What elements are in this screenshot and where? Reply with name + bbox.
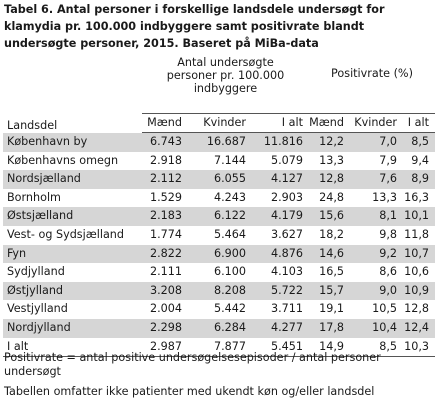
row-label: Sydjylland (7, 265, 65, 279)
cell: 4.277 (252, 319, 309, 338)
cell: 9,2 (350, 245, 403, 264)
title-line-3: undersøgte personer, 2015. Baseret på MiBa-data (4, 37, 319, 50)
cell: 2.112 (142, 170, 188, 189)
header-maend-pos: Mænd (309, 114, 350, 133)
cell: 10,1 (403, 207, 435, 226)
cell: 14,9 (309, 338, 350, 357)
cell: 5.451 (252, 338, 309, 357)
cell: 24,8 (319, 190, 344, 204)
cell: 9,0 (350, 282, 403, 301)
cell: 7.877 (188, 338, 252, 357)
cell: 16.687 (188, 133, 252, 152)
cell: 10,5 (372, 302, 397, 316)
cell: 4.127 (252, 170, 309, 189)
table-row (3, 300, 435, 319)
cell: 8,5 (350, 338, 403, 357)
cell: 7,0 (350, 133, 403, 152)
title-line-2: klamydia pr. 100.000 indbyggere samt positivrate blandt (4, 20, 365, 33)
cell: 3.208 (142, 282, 188, 301)
data-table (3, 53, 435, 357)
footnote-exclusion: Tabellen omfatter ikke patienter med ukendt køn og/eller landsdel (4, 385, 375, 398)
cell: 2.918 (149, 153, 182, 167)
footnote-positivrate: Positivrate = antal positive undersøgelsesepisoder / antal personer undersøgt (4, 351, 381, 378)
table-row (3, 189, 435, 208)
cell: 2.183 (142, 207, 188, 226)
row-label: Bornholm (7, 190, 61, 204)
cell: 5.464 (213, 227, 246, 241)
table-title (4, 1, 438, 52)
header-kvinder-pos: Kvinder (350, 114, 403, 133)
cell: 10,6 (404, 265, 429, 279)
cell: 10,9 (403, 282, 435, 301)
row-label: Nordjylland (3, 319, 142, 338)
header-kvinder-antal: Kvinder (188, 114, 252, 133)
cell: 15,6 (309, 207, 350, 226)
cell: 19,1 (319, 302, 344, 316)
header-antal-line-3: indbyggere (193, 82, 258, 95)
row-label: Østsjælland (3, 207, 142, 226)
cell: 12,8 (309, 170, 350, 189)
row-label: København by (3, 133, 142, 152)
cell: 3.627 (270, 227, 303, 241)
cell: 6.122 (188, 207, 252, 226)
cell: 4.179 (252, 207, 309, 226)
header-landsdel: Landsdel (7, 118, 58, 132)
cell: 14,6 (309, 245, 350, 264)
cell: 16,5 (319, 265, 344, 279)
table-row (3, 319, 435, 338)
cell: 11,8 (404, 227, 429, 241)
cell: 4.103 (270, 265, 303, 279)
cell: 6.743 (142, 133, 188, 152)
cell: 2.298 (142, 319, 188, 338)
header-antal-line-1: Antal undersøgte (177, 56, 274, 69)
cell: 2.111 (149, 265, 182, 279)
cell: 1.774 (149, 227, 182, 241)
cell: 4.876 (252, 245, 309, 264)
header-maend-antal: Mænd (142, 114, 188, 133)
cell: 10,7 (403, 245, 435, 264)
cell: 8,5 (403, 133, 435, 152)
cell: 6.100 (213, 265, 246, 279)
cell: 11.816 (252, 133, 309, 152)
cell: 9,8 (379, 227, 397, 241)
row-label: Nordsjælland (3, 170, 142, 189)
cell: 8,6 (379, 265, 397, 279)
row-label: Østjylland (3, 282, 142, 301)
cell: 8.208 (188, 282, 252, 301)
cell: 10,3 (403, 338, 435, 357)
cell: 2.004 (149, 302, 182, 316)
header-ialt-pos: I alt (403, 114, 435, 133)
cell: 16,3 (404, 190, 429, 204)
title-line-1: Tabel 6. Antal personer i forskellige landsdele undersøgt for (4, 3, 385, 16)
header-antal-line-2: personer pr. 100.000 (166, 69, 285, 82)
cell: 6.284 (188, 319, 252, 338)
table-row (3, 226, 435, 245)
cell: 2.822 (142, 245, 188, 264)
cell: 7,6 (350, 170, 403, 189)
table-row (3, 263, 435, 282)
cell: 10,4 (350, 319, 403, 338)
table-row (3, 170, 435, 189)
header-ialt-antal: I alt (252, 114, 309, 133)
header-group-antal (142, 53, 309, 114)
cell: 13,3 (372, 190, 397, 204)
table-row (3, 133, 435, 152)
cell: 12,8 (404, 302, 429, 316)
cell: 2.987 (142, 338, 188, 357)
cell: 5.722 (252, 282, 309, 301)
row-label: Københavns omegn (7, 153, 119, 167)
table-row (3, 207, 435, 226)
cell: 7.144 (213, 153, 246, 167)
cell: 18,2 (319, 227, 344, 241)
cell: 15,7 (309, 282, 350, 301)
cell: 7,9 (379, 153, 397, 167)
cell: 12,4 (403, 319, 435, 338)
cell: 6.900 (188, 245, 252, 264)
cell: 13,3 (319, 153, 344, 167)
table-row (3, 245, 435, 264)
cell: 2.903 (270, 190, 303, 204)
cell: 4.243 (213, 190, 246, 204)
row-label: Vest- og Sydsjælland (7, 227, 124, 241)
cell: 5.442 (213, 302, 246, 316)
header-row-groups (3, 53, 435, 114)
row-label: Fyn (3, 245, 142, 264)
row-label: Vestjylland (7, 302, 68, 316)
cell: 17,8 (309, 319, 350, 338)
table-row (3, 152, 435, 171)
header-group-positivrate: Positivrate (%) (309, 53, 435, 114)
cell: 8,1 (350, 207, 403, 226)
cell: 12,2 (309, 133, 350, 152)
table-row (3, 282, 435, 301)
cell: 3.711 (270, 302, 303, 316)
cell: 1.529 (149, 190, 182, 204)
cell: 5.079 (270, 153, 303, 167)
cell: 6.055 (188, 170, 252, 189)
cell: 9,4 (411, 153, 429, 167)
cell: 8,9 (403, 170, 435, 189)
row-label: I alt (3, 338, 142, 357)
